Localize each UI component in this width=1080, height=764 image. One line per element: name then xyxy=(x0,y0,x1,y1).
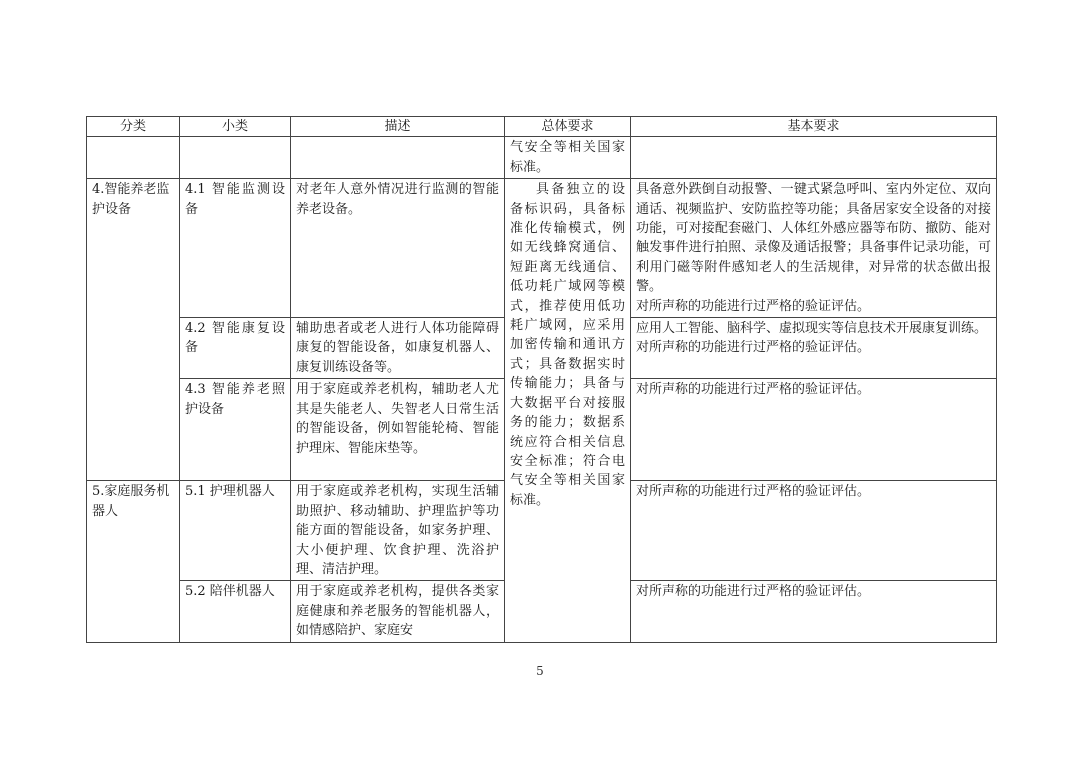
header-basic-requirement: 基本要求 xyxy=(631,117,997,137)
header-description: 描述 xyxy=(291,117,505,137)
header-overall-requirement: 总体要求 xyxy=(505,117,631,137)
empty-cell xyxy=(291,137,505,179)
overall-requirement-cell xyxy=(505,179,631,642)
subcategory-cell: 4.3 智能养老照护设备 xyxy=(180,379,291,481)
empty-cell xyxy=(87,137,180,179)
subcategory-cell: 4.1 智能监测设备 xyxy=(180,179,291,318)
basic-requirement-text: 具备意外跌倒自动报警、一键式紧急呼叫、室内外定位、双向通话、视频监护、安防监控等功能；具备居家安全设备的对接功能，可对接配套磁门、人体红外感应器等布防、撤防、能对触发事件进行拍照、录像及通话报警；具备事件记录功能，可利用门磁等附件感知老人的生活规律，对异常的状态做出报警。 对所声称的功能进行过严格的验证评估。 xyxy=(636,182,991,314)
basic-requirement-cell: 对所声称的功能进行过严格的验证评估。 xyxy=(631,481,997,581)
description-cell: 辅助患者或老人进行人体功能障碍康复的智能设备，如康复机器人、康复训练设备等。 xyxy=(291,318,505,379)
description-cell: 用于家庭或养老机构，实现生活辅助照护、移动辅助、护理监护等功能方面的智能设备，如家务护理、大小便护理、饮食护理、洗浴护理、清洁护理。 xyxy=(291,481,505,581)
table-header-row xyxy=(87,117,997,137)
overall-requirement-continuation: 气安全等相关国家标准。 xyxy=(505,137,631,179)
overall-requirement-text: 具备独立的设备标识码，具备标准化传输模式，例如无线蜂窝通信、短距离无线通信、低功耗广域网等模式，推荐使用低功耗广域网，应采用加密传输和通讯方式；具备数据实时传输能力；具备与大数据平台对接服务的能力；数据系统应符合相关信息安全标准；符合电气安全等相关国家标准。 xyxy=(510,182,625,508)
category-cell: 4.智能养老监护设备 xyxy=(87,179,180,481)
table-row xyxy=(87,179,997,318)
subcategory-cell: 5.2 陪伴机器人 xyxy=(180,581,291,642)
description-cell: 用于家庭或养老机构，辅助老人尤其是失能老人、失智老人日常生活的智能设备，例如智能轮椅、智能护理床、智能床垫等。 xyxy=(291,379,505,481)
requirements-table xyxy=(86,116,997,643)
header-category: 分类 xyxy=(87,117,180,137)
empty-cell xyxy=(631,137,997,179)
basic-requirement-cell: 对所声称的功能进行过严格的验证评估。 xyxy=(631,581,997,642)
basic-requirement-cell xyxy=(631,179,997,318)
table-row-continuation xyxy=(87,137,997,179)
category-cell: 5.家庭服务机器人 xyxy=(87,481,180,642)
header-subcategory: 小类 xyxy=(180,117,291,137)
description-cell: 对老年人意外情况进行监测的智能养老设备。 xyxy=(291,179,505,318)
basic-requirement-cell: 对所声称的功能进行过严格的验证评估。 xyxy=(631,379,997,481)
page-number: 5 xyxy=(536,664,544,678)
empty-cell xyxy=(180,137,291,179)
basic-requirement-text: 应用人工智能、脑科学、虚拟现实等信息技术开展康复训练。 对所声称的功能进行过严格的验证评估。 xyxy=(636,321,988,356)
description-cell: 用于家庭或养老机构，提供各类家庭健康和养老服务的智能机器人，如情感陪护、家庭安 xyxy=(291,581,505,642)
subcategory-cell: 4.2 智能康复设备 xyxy=(180,318,291,379)
subcategory-cell: 5.1 护理机器人 xyxy=(180,481,291,581)
basic-requirement-cell xyxy=(631,318,997,379)
